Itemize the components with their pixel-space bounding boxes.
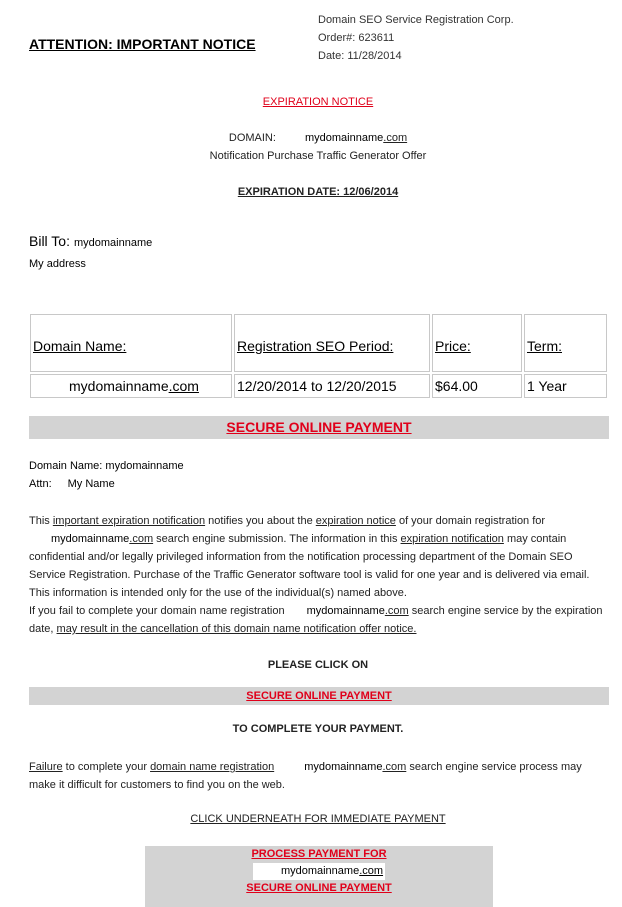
expiration-notice-heading: EXPIRATION NOTICE bbox=[262, 96, 374, 108]
to-complete-text: TO COMPLETE YOUR PAYMENT. bbox=[232, 723, 404, 735]
table-row bbox=[30, 374, 607, 398]
bill-to-address: My address bbox=[29, 258, 86, 270]
please-click-text: PLEASE CLICK ON bbox=[267, 659, 369, 671]
domain-name: mydomainname bbox=[305, 132, 384, 144]
bill-to bbox=[29, 233, 152, 249]
cancellation-link[interactable]: may result in the cancellation of this domain name notification offer notice. bbox=[56, 623, 417, 635]
secure-payment-link[interactable]: SECURE ONLINE PAYMENT bbox=[29, 687, 609, 705]
detail-domain-name bbox=[29, 460, 184, 472]
cell-domain: mydomainname bbox=[69, 378, 169, 394]
expiration-notice-link[interactable]: expiration notice bbox=[315, 515, 396, 527]
failure-link[interactable]: Failure bbox=[29, 761, 63, 773]
detail-domain-value: mydomainname bbox=[105, 460, 184, 472]
domain-registration-link[interactable]: domain name registration bbox=[150, 761, 275, 773]
header-term: Term: bbox=[524, 314, 607, 372]
important-notification-link[interactable]: important expiration notification bbox=[52, 515, 206, 527]
body-domain-tld-2: .com bbox=[384, 605, 409, 617]
header-period: Registration SEO Period: bbox=[234, 314, 430, 372]
cell-period: 12/20/2014 to 12/20/2015 bbox=[234, 374, 430, 398]
expiration-date: EXPIRATION DATE: 12/06/2014 bbox=[237, 186, 399, 198]
payment-domain-tld: .com bbox=[359, 865, 384, 877]
cell-domain-name bbox=[30, 374, 232, 398]
detail-domain-label: Domain Name: bbox=[29, 460, 103, 472]
table-header-row bbox=[30, 314, 607, 372]
payment-domain bbox=[145, 863, 493, 880]
process-payment-link[interactable]: PROCESS PAYMENT FOR bbox=[251, 848, 387, 860]
body-domain-name-2: mydomainname bbox=[306, 605, 385, 617]
domain-line bbox=[0, 132, 622, 144]
cell-price: $64.00 bbox=[432, 374, 522, 398]
text: notifies you about the bbox=[205, 515, 316, 527]
text: If you fail to complete your domain name registration bbox=[29, 605, 285, 617]
domain-label: DOMAIN: bbox=[228, 132, 276, 144]
failure-domain-name: mydomainname bbox=[304, 761, 383, 773]
offer-line: Notification Purchase Traffic Generator Offer bbox=[209, 150, 427, 162]
attn-value: My Name bbox=[67, 478, 115, 490]
order-number: Order#: 623611 bbox=[318, 32, 395, 44]
payment-box[interactable] bbox=[145, 846, 493, 907]
header-price: Price: bbox=[432, 314, 522, 372]
expiration-notification-link[interactable]: expiration notification bbox=[400, 533, 504, 545]
notice-date: Date: 11/28/2014 bbox=[318, 50, 402, 62]
failure-domain-tld: .com bbox=[382, 761, 407, 773]
company-info bbox=[318, 11, 514, 65]
bill-to-name: mydomainname bbox=[73, 237, 153, 249]
payment-secure-link[interactable]: SECURE ONLINE PAYMENT bbox=[246, 882, 392, 894]
secure-payment-banner[interactable]: SECURE ONLINE PAYMENT bbox=[29, 416, 609, 439]
text: to complete your bbox=[62, 761, 151, 773]
bill-to-label: Bill To: bbox=[29, 233, 70, 249]
body-domain-name: mydomainname bbox=[51, 533, 130, 545]
company-name: Domain SEO Service Registration Corp. bbox=[318, 14, 514, 26]
text: may contain confidential and/or legally privileged information from the notification processing department of the Domain SEO Service Registration. Purchase of the Traffic Generator software tool is valid for one year and is delivered via email. This information is intended only for the use of the individual(s) named above. bbox=[29, 533, 590, 599]
attn-label: Attn: bbox=[29, 478, 52, 490]
notice-body bbox=[29, 512, 609, 638]
text: This bbox=[29, 515, 53, 527]
cell-domain-tld: .com bbox=[168, 378, 199, 394]
text: search engine service process may make it difficult for customers to find you on the web. bbox=[29, 761, 582, 791]
detail-attn bbox=[29, 478, 115, 490]
domain-table bbox=[28, 312, 609, 400]
cell-term: 1 Year bbox=[524, 374, 607, 398]
notice-title: ATTENTION: IMPORTANT NOTICE bbox=[29, 36, 256, 52]
payment-domain-name: mydomainname bbox=[280, 865, 360, 877]
click-underneath-link[interactable]: CLICK UNDERNEATH FOR IMMEDIATE PAYMENT bbox=[190, 813, 446, 825]
text: search engine service by the expiration date, bbox=[29, 605, 603, 635]
failure-paragraph bbox=[29, 758, 609, 794]
domain-tld: .com bbox=[383, 132, 408, 144]
text: search engine submission. The information in this bbox=[153, 533, 401, 545]
body-domain-tld: .com bbox=[129, 533, 154, 545]
header-domain-name: Domain Name: bbox=[30, 314, 232, 372]
text: of your domain registration for bbox=[395, 515, 546, 527]
